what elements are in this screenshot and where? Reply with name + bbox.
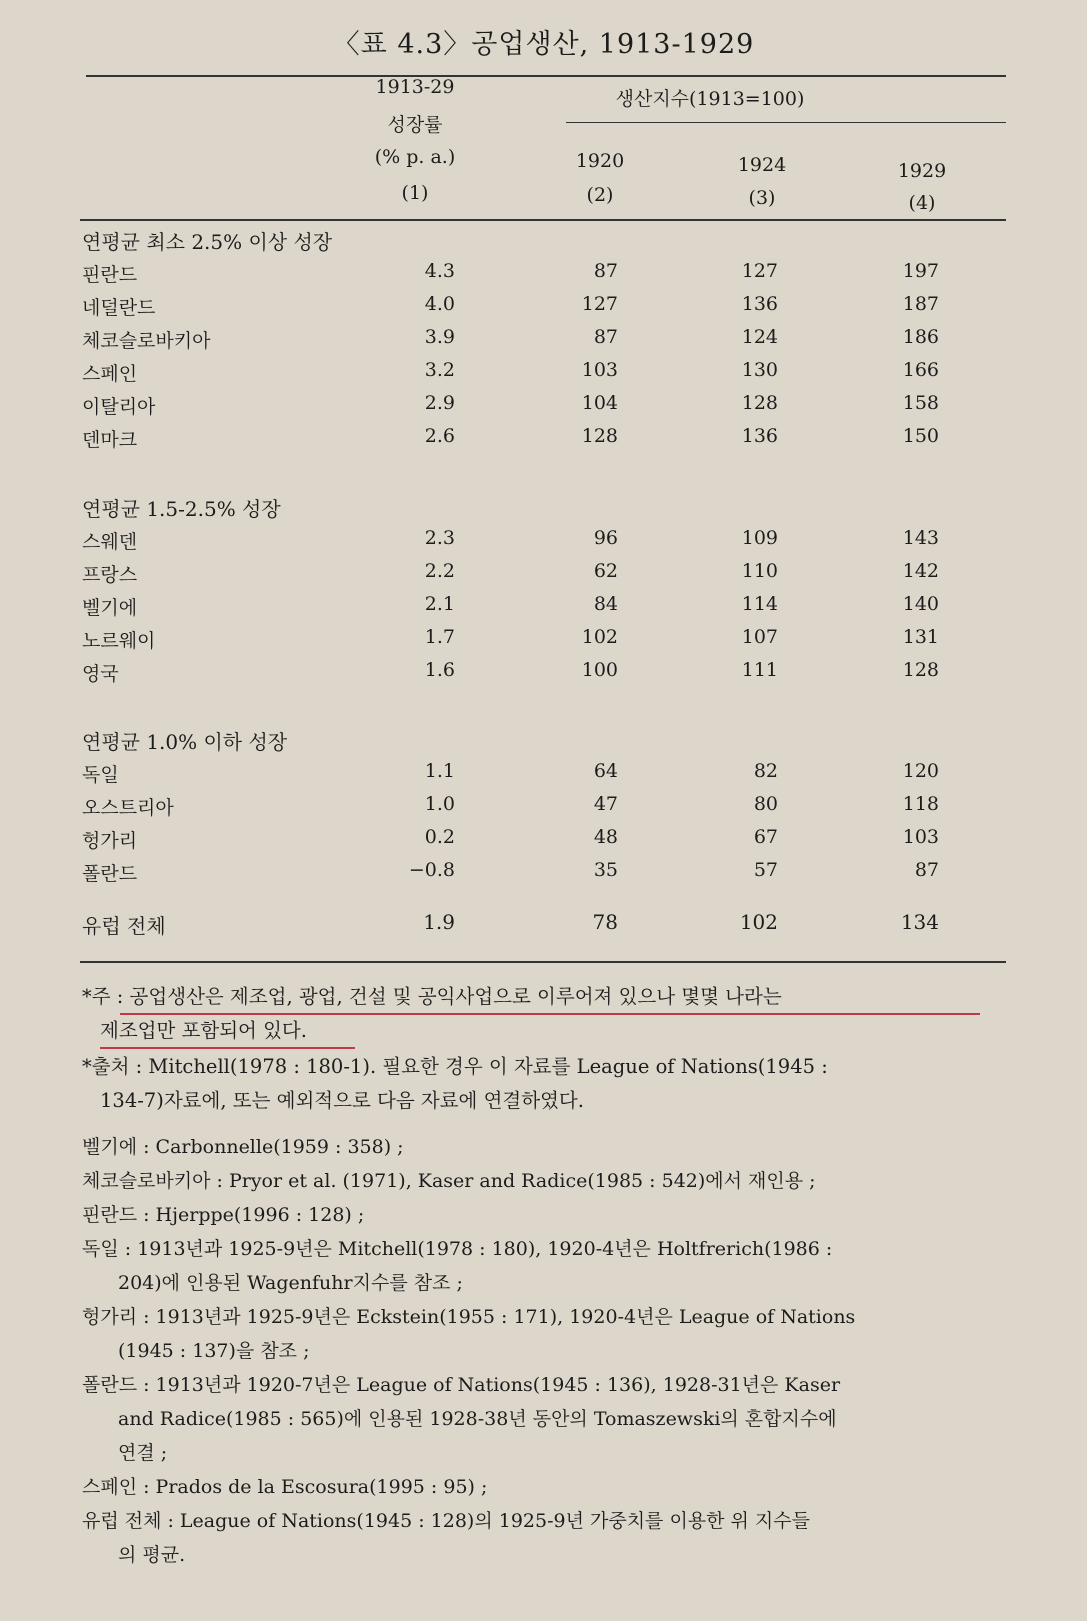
source-line-2: 134-7)자료에, 또는 예외적으로 다음 자료에 연결하였다. [100,1089,584,1112]
index-1920: 87 [593,260,618,282]
header-growth-period: 1913-29 [375,76,455,98]
index-1924: 128 [741,392,778,414]
index-1920: 84 [593,593,618,615]
index-1924: 102 [739,910,778,934]
index-1924: 130 [741,359,778,381]
header-growth-unit: (% p. a.) [374,146,456,168]
country-name: 벨기에 [82,597,138,619]
header-col-3: (3) [748,187,776,209]
country-name: 헝가리 [82,830,138,852]
growth-value: 3.2 [424,359,455,381]
source-line: 연결 ; [118,1442,168,1464]
index-1929: 158 [902,392,939,414]
growth-value: 1.7 [424,626,455,648]
index-1920: 102 [581,626,618,648]
index-1929: 131 [902,626,939,648]
header-year-1924: 1924 [737,154,787,176]
header-year-1920: 1920 [575,150,625,172]
source-line: 핀란드 : Hjerppe(1996 : 128) ; [82,1204,365,1226]
index-1924: 82 [753,760,778,782]
table-row [0,659,1087,689]
country-name: 노르웨이 [82,630,156,652]
index-1929: 103 [902,826,939,848]
header-col-2: (2) [586,184,614,206]
index-underline [566,122,1006,123]
source-item-belgium [82,1130,1002,1164]
country-name: 프랑스 [82,564,138,586]
index-1929: 150 [902,425,939,447]
growth-value: 0.2 [424,826,455,848]
header-index-label: 생산지수(1913=100) [615,88,805,110]
index-1929: 187 [902,293,939,315]
index-1920: 96 [593,527,618,549]
growth-value: 2.1 [424,593,455,615]
index-1924: 127 [741,260,778,282]
index-1920: 78 [592,910,618,934]
growth-value: 1.1 [424,760,455,782]
growth-value: 2.2 [424,560,455,582]
table-row [0,560,1087,590]
source-line: 204)에 인용된 Wagenfuhr지수를 참조 ; [118,1272,463,1294]
header-col-4: (4) [908,192,936,214]
index-1929: 197 [902,260,939,282]
country-name: 네덜란드 [82,297,156,319]
index-1924: 107 [741,626,778,648]
table-row [0,359,1087,389]
source-line-1: *출처 : Mitchell(1978 : 180-1). 필요한 경우 이 자료를 League of Nations(1945 : [82,1055,828,1078]
source-line: 독일 : 1913년과 1925-9년은 Mitchell(1978 : 180), 1920-4년은 Holtfrerich(1986 : [82,1238,833,1260]
top-rule [86,75,1006,77]
index-1924: 80 [753,793,778,815]
country-name: 독일 [82,764,119,786]
index-1920: 100 [581,659,618,681]
bottom-rule [80,961,1006,963]
header-growth-label: 성장률 [387,114,443,136]
index-1920: 128 [581,425,618,447]
table-row [0,326,1087,356]
index-1929: 166 [902,359,939,381]
index-1920: 104 [581,392,618,414]
growth-value: −0.8 [408,859,455,881]
table-row [0,859,1087,889]
index-1924: 67 [753,826,778,848]
table-source [82,1050,1002,1118]
index-1929: 118 [902,793,939,815]
table-row [0,826,1087,856]
source-line: 유럽 전체 : League of Nations(1945 : 128)의 1925-9년 가중치를 이용한 위 지수들 [82,1510,810,1532]
index-1929: 134 [900,910,939,934]
source-line: 의 평균. [118,1544,186,1566]
country-name: 스웨덴 [82,531,138,553]
table-row [0,626,1087,656]
country-name: 영국 [82,663,119,685]
header-col-1: (1) [401,182,429,204]
country-name: 핀란드 [82,264,138,286]
index-1920: 64 [593,760,618,782]
index-1929: 120 [902,760,939,782]
header-rule [80,219,1006,221]
total-row [0,910,1087,940]
index-1929: 140 [902,593,939,615]
index-1920: 62 [593,560,618,582]
index-1920: 48 [593,826,618,848]
index-1924: 136 [741,293,778,315]
index-1924: 114 [741,593,778,615]
source-item-czechoslovakia [82,1164,1002,1198]
growth-value: 4.0 [424,293,455,315]
table-row [0,260,1087,290]
table-row [0,760,1087,790]
index-1920: 87 [593,326,618,348]
source-line: 벨기에 : Carbonnelle(1959 : 358) ; [82,1136,404,1158]
index-1924: 124 [741,326,778,348]
note-line-1: *주 : 공업생산은 제조업, 광업, 건설 및 공익사업으로 이루어져 있으나 몇몇 나라는 [82,985,782,1008]
index-1924: 111 [741,659,778,681]
header-year-1929: 1929 [897,160,947,182]
growth-value: 1.6 [424,659,455,681]
index-1920: 47 [593,793,618,815]
country-name: 덴마크 [82,429,138,451]
red-underline [120,1013,980,1015]
country-name: 오스트리아 [82,797,174,819]
index-1924: 109 [741,527,778,549]
index-1924: 57 [753,859,778,881]
red-underline [100,1047,355,1049]
table-row [0,392,1087,422]
index-1929: 128 [902,659,939,681]
index-1924: 136 [741,425,778,447]
growth-value: 3.9 [424,326,455,348]
country-name: 이탈리아 [82,396,156,418]
source-line: and Radice(1985 : 565)에 인용된 1928-38년 동안의 Tomaszewski의 혼합지수에 [118,1408,837,1430]
index-1929: 87 [914,859,939,881]
growth-value: 1.0 [424,793,455,815]
growth-value: 2.3 [424,527,455,549]
index-1929: 142 [902,560,939,582]
country-name: 체코슬로바키아 [82,330,211,352]
source-item-finland [82,1198,1002,1232]
source-line: (1945 : 137)을 참조 ; [118,1340,310,1362]
country-name: 폴란드 [82,863,138,885]
index-1929: 186 [902,326,939,348]
growth-value: 2.6 [424,425,455,447]
source-item-europe [82,1504,1002,1572]
source-item-poland [82,1368,1002,1470]
growth-value: 1.9 [423,910,455,934]
source-item-hungary [82,1300,1002,1368]
table-row [0,593,1087,623]
index-1929: 143 [902,527,939,549]
index-1920: 103 [581,359,618,381]
source-item-germany [82,1232,1002,1300]
table-row [0,425,1087,455]
group-label: 연평균 1.0% 이하 성장 [82,730,288,754]
country-name: 스페인 [82,363,138,385]
index-1924: 110 [741,560,778,582]
index-1920: 35 [593,859,618,881]
table-row [0,293,1087,323]
source-item-spain [82,1470,1002,1504]
growth-value: 2.9 [424,392,455,414]
source-line: 스페인 : Prados de la Escosura(1995 : 95) ; [82,1476,488,1498]
note-line-2: 제조업만 포함되어 있다. [100,1019,307,1042]
index-1920: 127 [581,293,618,315]
group-label: 연평균 1.5-2.5% 성장 [82,497,281,521]
source-line: 체코슬로바키아 : Pryor et al. (1971), Kaser and Radice(1985 : 542)에서 재인용 ; [82,1170,816,1192]
table-row [0,527,1087,557]
source-line: 헝가리 : 1913년과 1925-9년은 Eckstein(1955 : 171), 1920-4년은 League of Nations [82,1306,856,1328]
source-list [82,1130,1002,1572]
group-label: 연평균 최소 2.5% 이상 성장 [82,230,333,254]
country-name: 유럽 전체 [82,914,166,938]
table-row [0,793,1087,823]
source-line: 폴란드 : 1913년과 1920-7년은 League of Nations(1945 : 136), 1928-31년은 Kaser [82,1374,841,1396]
table-title: 〈표 4.3〉공업생산, 1913-1929 [332,29,755,60]
growth-value: 4.3 [424,260,455,282]
